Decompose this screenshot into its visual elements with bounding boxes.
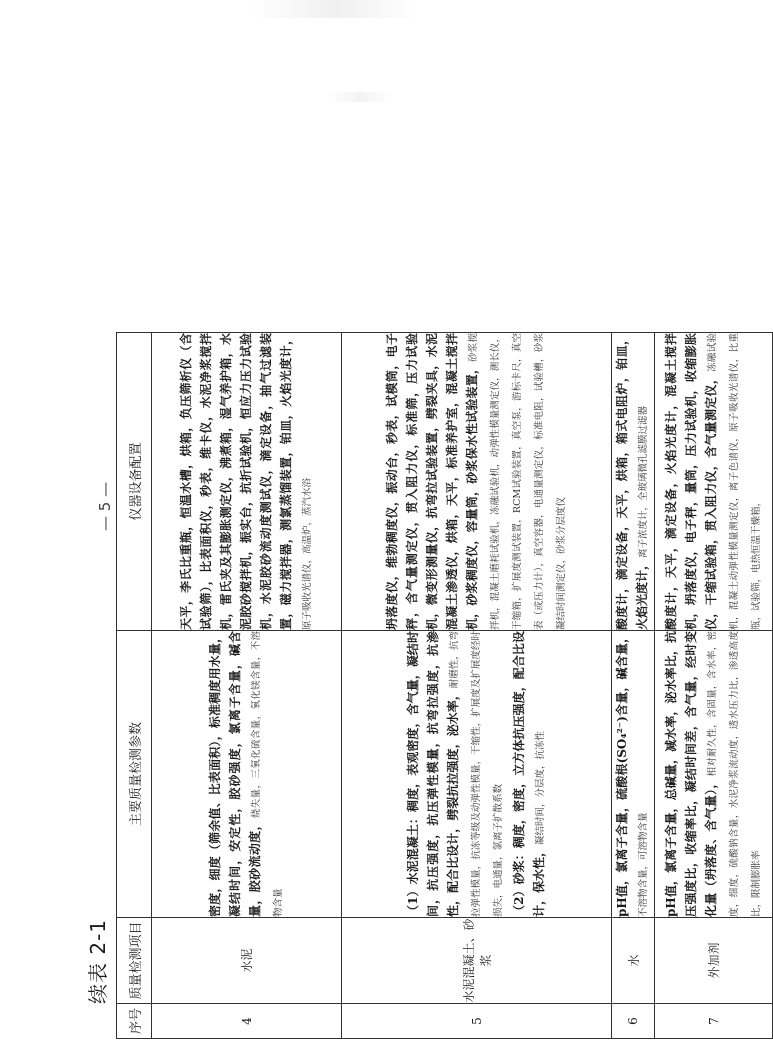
row-number: 7 (655, 1004, 773, 1039)
equipment (655, 333, 773, 631)
main-equipment: 酸度计，天平，滴定设备，火焰光度计，混凝土搅拌机，坍落度仪，电子秤，量筒，压力试验机，收缩膨胀仪，干缩试验箱，贯入阻力仪，含气量测定仪， (663, 333, 718, 630)
table-header-row (117, 333, 152, 1039)
header-serial-no: 序号 (117, 1004, 152, 1039)
table-row (152, 333, 342, 1039)
test-item: 水泥 (152, 918, 342, 1004)
test-item: 外加剂 (655, 918, 773, 1004)
page-number: — 5 — (96, 481, 114, 531)
main-equipment: 天平，李氏比重瓶，恒温水槽，烘箱，负压筛析仪（含试验筛），比表面积仪，秒表，维卡仪，水泥净浆搅拌机，雷氏夹及其膨胀测定仪，沸煮箱，湿气养护箱，水泥胶砂搅拌机，振实台，抗折试验机，恒应力压力试验机，水泥胶砂流动度测试仪，滴定设备，抽气过滤装置，磁力搅拌器，测氯蒸馏装置，铂皿，火焰光度计， (178, 333, 293, 630)
minor-parameters: 不溶物含量，可溶物含量 (638, 812, 649, 917)
test-item: 水 (612, 918, 655, 1004)
minor-equipment: 原子吸收光谱仪，高温炉，蒸汽水浴 (301, 477, 313, 630)
test-parameters (342, 631, 612, 918)
test-item: 水泥混凝土、砂浆 (342, 918, 612, 1004)
table-row (655, 333, 773, 1039)
test-parameters (612, 631, 655, 918)
main-parameters: 密度，细度（筛余值、比表面积），标准稠度用水量，凝结时间，安定性，胶砂强度，氯离子含量，碱含量，胶砂流动度， (207, 631, 262, 917)
row-number: 6 (612, 1004, 655, 1039)
minor-parameters: 凝结时间，分层度，抗冻性 (534, 730, 546, 845)
test-parameters (152, 631, 342, 918)
equipment (612, 333, 655, 631)
minor-parameters: 相对耐久性，含固量，含水率，密度，细度，硫酸钠含量，水泥净浆流动度，透水压力比，渗透高度比，限制膨胀率 (706, 631, 762, 917)
main-parameters: pH值，氯离子含量，硫酸根(SO₄²⁻)含量，碱含量， (615, 631, 629, 917)
row-number: 4 (152, 1004, 342, 1039)
main-parameters: pH值，氯离子含量，总碱量，减水率，泌水率比，抗压强度比，收缩率比，凝结时间差，含气量，经时变化量（坍落度、含气量）， (663, 631, 718, 917)
table-row (612, 333, 655, 1039)
header-test-parameters: 主要质量检测参数 (117, 631, 152, 918)
minor-parameters: 耐磨性，抗弯拉弹性模量，抗冻等级及动弹性模量，干缩性，扩展度及扩展度经时损失，电通量，氯离子扩散系数 (448, 631, 504, 917)
main-equipment: 坍落度仪，维勃稠度仪，振动台，秒表，试模筒，电子秤，含气量测定仪，贯入阻力仪，标准筛，压力试验机，微变形测量仪，抗弯拉试验装置，劈裂夹具，水泥混凝土渗透仪，烘箱，天平，标准养护室，混凝土搅拌机，砂浆稠度仪，容量筒，砂浆保水性试验装置， (384, 333, 479, 630)
table-row (342, 333, 612, 1039)
minor-equipment: 砂浆搅拌机，混凝土磨耗试验机，冻融试验机，动弹性模量测定仪，测长仪，干缩箱，扩展度测试装置，RCM试验装置，真空泵，游标卡尺，真空表（或压力计），真空容器，电通量测定仪，标准电阻，试验槽，砂浆凝结时间测定仪，砂浆分层度仪 (467, 333, 567, 630)
test-parameters (655, 631, 773, 918)
quality-testing-table (116, 332, 773, 1039)
main-parameters: （2）砂浆：稠度，密度，立方体抗压强度，配合比设计，保水性， (511, 631, 546, 917)
minor-equipment: 离子浓度计，全玻璃微孔滤膜过滤器 (638, 405, 649, 558)
header-equipment: 仪器设备配置 (117, 333, 152, 631)
minor-equipment: 冻融试验机，混凝土动弹性模量测定仪，离子色谱仪，原子吸收光谱仪，比重瓶，试验筛，电热恒温干燥箱， (706, 333, 762, 630)
equipment (152, 333, 342, 631)
header-test-item: 质量检测项目 (117, 918, 152, 1004)
minor-parameters: 烧失量，三氧化硫含量，氧化镁含量，不溶物含量 (250, 631, 284, 917)
row-number: 5 (342, 1004, 612, 1039)
main-parameters: （1）水泥混凝土：稠度，表观密度，含气量，凝结时间，抗压强度，抗压弹性模量，抗弯拉强度，抗渗性，配合比设计，劈裂抗拉强度，泌水率， (405, 631, 460, 917)
main-equipment: 酸度计，滴定设备，天平，烘箱，箱式电阻炉，铂皿，火焰光度计， (615, 333, 649, 630)
continuation-label: 续表 2-1 (86, 918, 110, 1004)
equipment (342, 333, 612, 631)
